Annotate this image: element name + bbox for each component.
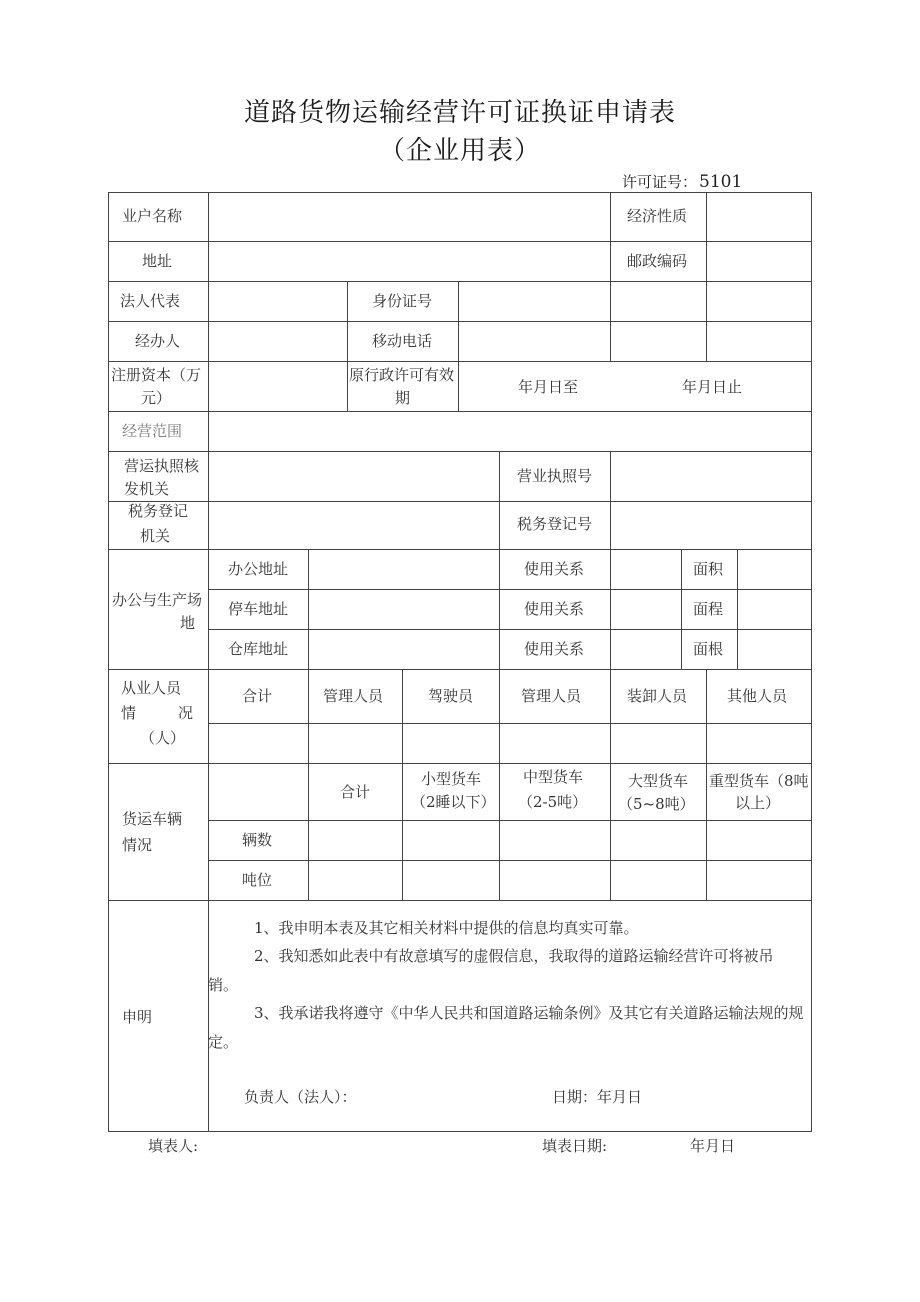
vehicles-header-medium-line1: 中型货车 [523,768,584,786]
warehouse-address-label: 仓库地址 [228,640,289,658]
parking-use-label: 使用关系 [524,600,585,618]
declaration-item-3: 3、我承诺我将遵守《中华人民共和国道路运输条例》及其它有关道路运输法规的规定。 [208,1004,804,1051]
tax-org-label-line1: 税务登记 [128,502,189,520]
filler-label: 填表人: [148,1137,199,1155]
declaration-item-1: 1、我申明本表及其它相关材料中提供的信息均真实可靠。 [254,919,639,937]
economic-nature-label: 经济性质 [627,207,688,225]
capital-label-line1: 注册资本（万 [111,366,202,384]
license-org-label-line2: 发机关 [124,480,170,498]
vehicles-label-line2: 情况 [122,836,153,854]
vehicle-tonnage-label: 吨位 [242,871,273,889]
mobile-label: 移动电话 [372,332,433,350]
business-license-no-label: 营业执照号 [517,467,593,485]
staff-label-line2a: 情 [121,704,137,722]
vehicles-header-total: 合计 [340,783,371,801]
license-org-label-line1: 营运执照核 [124,457,200,475]
tax-reg-no-label: 税务登记号 [517,515,593,533]
fill-date-label: 填表日期: [542,1137,608,1155]
business-scope-label: 经营范围 [122,422,183,440]
vehicles-header-small-line2: （2睡以下） [411,793,496,811]
valid-to: 年月日止 [682,378,743,396]
staff-header-total: 合计 [242,687,273,705]
valid-period-label-line2: 期 [395,389,411,407]
permit-number [622,171,742,192]
vehicles-header-heavy-line2: 以上） [735,794,781,812]
vehicles-header-large-line2: （5~8吨） [618,795,695,813]
vehicle-count-label: 辆数 [242,831,273,849]
enterprise-name-label: 业户名称 [122,207,183,225]
premises-group-label-line2: 地 [180,614,196,632]
vehicles-header-medium-line2: （2-5吨） [518,793,588,811]
vehicles-label-line1: 货运车辆 [122,810,183,828]
declaration-label: 申明 [122,1008,153,1026]
permit-value: 5101 [699,172,743,192]
form-title: 道路货物运输经营许可证换证申请表 [243,98,676,128]
vehicles-header-large-line1: 大型货车 [628,772,689,790]
form-subtitle: （企业用表） [378,136,541,166]
vehicles-header-small-line1: 小型货车 [421,770,482,788]
declaration-item-2: 2、我知悉如此表中有故意填写的虚假信息，我取得的道路运输经营许可将被吊销。 [208,947,774,994]
premises-group-label-line1: 办公与生产场 [112,591,203,609]
vehicles-header-heavy-line1: 重型货车（8吨 [709,772,809,790]
staff-label-line2b: 况 [178,704,194,722]
staff-label-line1: 从业人员 [121,679,182,697]
warehouse-area-label: 面根 [693,640,724,658]
parking-address-label: 停车地址 [228,600,289,618]
handler-label: 经办人 [135,332,181,350]
warehouse-use-label: 使用关系 [524,640,585,658]
declaration-date-label: 日期：年月日 [552,1088,643,1106]
address-label: 地址 [142,252,173,270]
office-area-label: 面积 [693,560,724,578]
staff-header-driver: 驾驶员 [428,687,474,705]
office-use-label: 使用关系 [524,560,585,578]
parking-area-label: 面程 [693,600,724,618]
fill-date-value: 年月日 [690,1137,736,1155]
staff-header-management-2: 管理人员 [521,687,582,705]
capital-label-line2: 元） [141,389,172,407]
id-number-label: 身份证号 [372,292,433,310]
office-address-label: 办公地址 [228,560,289,578]
staff-header-other: 其他人员 [727,687,788,705]
application-form-table [108,192,812,1132]
legal-rep-label: 法人代表 [120,292,181,310]
staff-header-management: 管理人员 [323,687,384,705]
staff-label-line3: （人） [140,729,186,747]
tax-org-label-line2: 机关 [140,527,171,545]
valid-from: 年月日至 [518,378,579,396]
postal-code-label: 邮政编码 [627,252,688,270]
staff-header-loader: 装卸人员 [627,687,688,705]
valid-period-label-line1: 原行政许可有效 [349,366,455,384]
responsible-person-label: 负责人（法人）： [244,1088,357,1106]
permit-label: 许可证号： [622,173,698,191]
